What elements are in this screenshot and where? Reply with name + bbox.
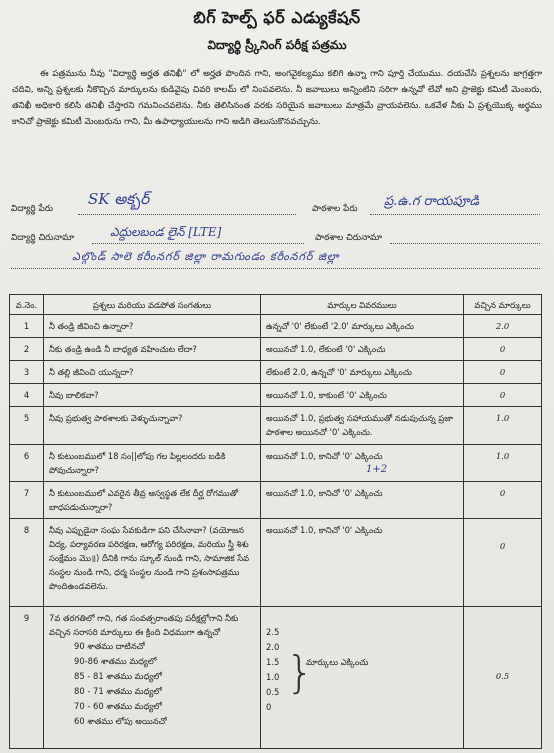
table-row	[10, 482, 542, 519]
row-marks[interactable]: 0	[464, 519, 542, 607]
row-marks[interactable]: 0	[464, 361, 542, 384]
screening-questions-table	[9, 294, 542, 749]
scale-label: మార్కులు ఎక్కించు	[306, 657, 369, 667]
row-number: 7	[10, 482, 44, 519]
row-number: 3	[10, 361, 44, 384]
row-number: 5	[10, 407, 44, 445]
scale-value: 0	[266, 702, 272, 712]
brace-icon: }	[286, 647, 314, 698]
row-question: నీవు ప్రభుత్వ పాఠశాలకు వెళ్ళుచున్నావా?	[44, 407, 261, 445]
handwritten-note: 1+2	[366, 464, 388, 475]
scale-value: 0.5	[266, 687, 280, 697]
marks-scale	[266, 611, 458, 715]
scale-value: 1.0	[266, 672, 280, 682]
scale-value: 1.5	[266, 657, 280, 667]
row-number: 4	[10, 384, 44, 407]
range-item: 90-86 శాతము మధ్యలో	[74, 656, 157, 666]
school-name-value[interactable]: ప్ర.ఉ.గ రాయపూడి	[384, 194, 480, 209]
school-address-label: పాఠశాల చిరునామా	[315, 233, 383, 243]
row-details-text: అయినచో 1.0, కానిచో '0' ఎక్కించు	[266, 451, 383, 461]
student-address-line	[92, 243, 304, 244]
range-item: 70 - 60 శాతము మధ్యలో	[74, 701, 162, 711]
school-name-label: పాఠశాల పేరు	[312, 204, 358, 214]
instructions-paragraph: ఈ పత్రమును నీవు "విద్యార్థి అర్హత తనిఖీ" లో అర్హత పొందిన గాని, అంగవైకల్యము కలిగి ఉన్నా గాని పూర్తి చేయుము. దయచేసి ప్రశ్నలను జాగ్రత్తగా చదివి, అన్ని ప్రశ్నలకు నీకొచ్చిన మార్కులను కుడివైపు చివరి కాలమ్ లో నింపవలెను. నీ జవాబులు అన్నింటిని సరిగా ఉన్నవో లేవో అని ప్రాజెక్టు కమిటీ మెంబరు, తనిఖీ అధికారి కలిసి తనిఖీ చేస్తారని గమనించవలెను. నీకు తెలిసినంత వరకు సరియైన జవాబులు మాత్రమే వ్రాయవలెను. ఒకవేళ నీకు ఏ ప్రశ్నయొక్క అర్థము కానిచో ప్రాజెక్టు కమిటీ మెంబరును గాని, మీ ఉపాధ్యాయులను గాని అడిగి తెలుసుకొనవచ్చును.	[12, 69, 542, 127]
header-serial-no: వ.నెం.	[10, 295, 44, 315]
row-details	[261, 607, 464, 749]
scale-value: 2.0	[266, 642, 280, 652]
row-number: 2	[10, 338, 44, 361]
row-marks[interactable]: 0	[464, 482, 542, 519]
school-name-line	[370, 214, 540, 215]
student-address-label: విద్యార్థి చిరునామా	[11, 233, 75, 243]
row-number: 6	[10, 445, 44, 482]
student-address-value[interactable]: ఎద్దులబండ లైన్ [LTE]	[110, 225, 222, 239]
row-details: ఉన్నచో '0' లేకుంటే '2.0' మార్కులు ఎక్కించు	[261, 315, 464, 338]
header-mark-details: మార్కుల వివరములు	[261, 295, 464, 315]
student-name-value[interactable]: SK అక్బర్	[88, 190, 150, 208]
address-line-2-value[interactable]: ఎల్గొండ్ సాలె కరీంనగర్ జిల్లా రామగుండం కరీంనగర్ జిల్లా	[72, 250, 340, 263]
row-marks[interactable]: 0	[464, 338, 542, 361]
row-details: అయినచో 1.0, కానిచో '0' ఎక్కించు	[261, 519, 464, 607]
table-row	[10, 384, 542, 407]
range-item: 90 శాతము దాటినచో	[74, 641, 145, 651]
student-name-label: విద్యార్థి పేరు	[11, 204, 53, 214]
row-details: అయినచో 1.0, లేకుంటే '0' ఎక్కించు	[261, 338, 464, 361]
table-row	[10, 407, 542, 445]
row-question: నీవు బాలికవా?	[44, 384, 261, 407]
row-details: లేకుంటే 2.0, ఉన్నచో '0' మార్కులు ఎక్కించు	[261, 361, 464, 384]
school-address-line	[390, 243, 540, 244]
row-question: నీ కుటుంబములో 18 సం||లోపు గల పిల్లలందరు బడికి పోవుచున్నారా?	[44, 445, 261, 482]
scale-value: 2.5	[266, 627, 280, 637]
table-row	[10, 445, 542, 482]
row-number: 1	[10, 315, 44, 338]
row-marks[interactable]: 1.0	[464, 407, 542, 445]
table-header-row	[10, 295, 542, 315]
row-question-text: 7వ తరగతిలో గాని, గత సంవత్సరాంతపు పరీక్షల్లోగాని నీకు వచ్చిన సరాసరి మార్కులు ఈ క్రింది విధముగా ఉన్నచో	[49, 613, 239, 637]
row-question: నీకు తండ్రి ఉండి నీ బాధ్యత వహించుట లేదా?	[44, 338, 261, 361]
table-row	[10, 361, 542, 384]
range-item: 85 - 81 శాతము మధ్యలో	[74, 671, 162, 681]
range-item: 80 - 71 శాతము మధ్యలో	[74, 686, 162, 696]
row-marks[interactable]: 0	[464, 384, 542, 407]
row-details: అయినచో 1.0, కానిచో '0' ఎక్కించు	[261, 482, 464, 519]
row-number: 8	[10, 519, 44, 607]
row-details: అయినచో 1.0, ప్రభుత్వ సహాయముతో నడుపుచున్న ప్రజా పాఠశాల అయినచో '0' ఎక్కించు.	[261, 407, 464, 445]
row-marks[interactable]: 2.0	[464, 315, 542, 338]
form-title: బిగ్ హెల్ప్ ఫర్ ఎడ్యుకేషన్	[193, 8, 361, 27]
table-row	[10, 519, 542, 607]
table-row	[10, 315, 542, 338]
row-question: నీవు ఎప్పుడైనా సంఘ సేవకుడిగా పని చేసినావా? (వయోజన విద్య, పర్యావరణ పరిరక్షణ, ఆరోగ్య పరిరక్షణ, మరియు స్త్రీ శిశు సంక్షేమం మొ॥) దీనికి గాను స్కూల్ నుండి గాని, సామాజిక సేవ సంస్థల నుండి గాని, ధర్మ సంస్థల నుండి గాని ప్రశంసాపత్రము పొందిఉండవలెను.	[44, 519, 261, 607]
row-marks[interactable]: 1.0	[464, 445, 542, 482]
table-row	[10, 338, 542, 361]
row-question: నీ తల్లి జీవించి యున్నదా?	[44, 361, 261, 384]
range-item: 60 శాతము లోపు అయినచో	[74, 716, 167, 726]
row-question: నీ కుటుంబములో ఎవరైన తీవ్ర అస్వస్థత లేక దీర్ఘ రోగముతో బాధపడుచున్నారా?	[44, 482, 261, 519]
percentage-ranges	[49, 639, 255, 729]
header-marks-obtained: వచ్చిన మార్కులు	[464, 295, 542, 315]
address-line-2	[11, 268, 540, 269]
table-row	[10, 607, 542, 749]
row-question	[44, 607, 261, 749]
row-details: అయినచో 1.0, కాకుంటే '0' ఎక్కించు	[261, 384, 464, 407]
row-question: నీ తండ్రి జీవించి ఉన్నారా?	[44, 315, 261, 338]
row-details	[261, 445, 464, 482]
scale-values	[266, 625, 286, 715]
student-name-line	[78, 214, 296, 215]
form-subtitle: విద్యార్థి స్ర్కీనింగ్ పరీక్ష పత్రము	[207, 38, 347, 52]
row-number: 9	[10, 607, 44, 749]
header-questions: ప్రశ్నలు మరియు వడపోత సంగతులు	[44, 295, 261, 315]
row-marks[interactable]: 0.5	[464, 607, 542, 749]
